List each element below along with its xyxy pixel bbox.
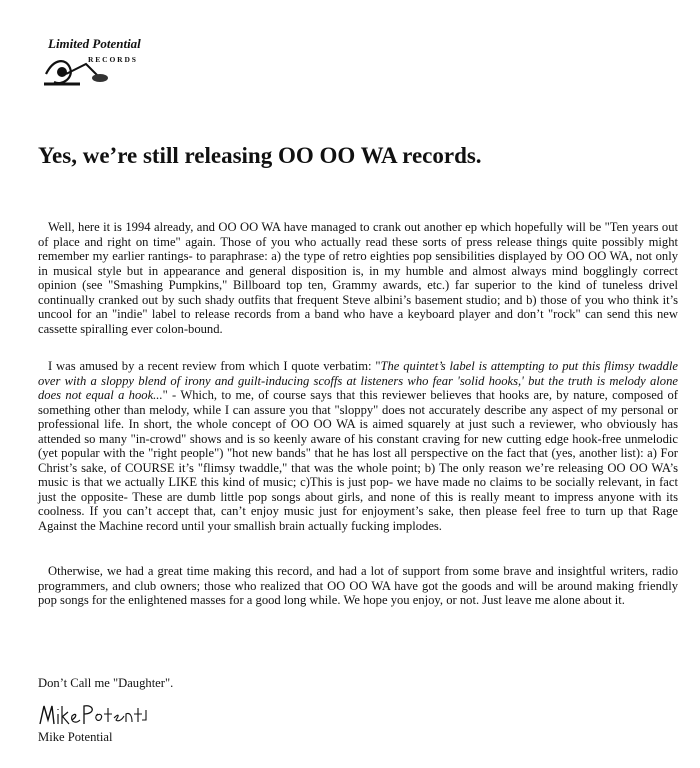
signer-name: Mike Potential <box>38 730 113 744</box>
review-quote: The quintet’s label is attempting to put this flimsy twaddle over with a sloppy blend of irony and guilt-inducing scoffs at listeners who fear 'solid hooks,' but the truth is melody alone does not equal a hook... <box>38 359 678 402</box>
handwritten-signature <box>38 702 148 728</box>
paragraph-2-rest: " - Which, to me, of course says that this reviewer believes that hooks are, by nature, composed of something other than melody, while I can assure you that "sloppy" does not accurately describe any aspect of my personal or professional life. In short, the whole concept of OO OO WA is aimed squarely at just such a reviewer, who obviously has attended so many "in-crowd" shows and is so keenly aware of his constant craving for new cutting edge hook-free unmelodic (yet popular with the "right people") "hot new bands" that he has lost all perspective on the fact that (yes, another list): a) For Christ’s sake, of COURSE it’s "flimsy twaddle," that was the whole point; b) The only reason we’re releasing OO OO WA’s music is that we actually LIKE this kind of music; c)This is just pop- we have made no claims to be socially relevant, in fact just the opposite- These are dumb little pop songs about girls, and none of this is really meant to impress anyone with its coolness. If you can’t accept that, can’t enjoy music just for enjoyment’s sake, then please feel free to turn up that Rage Against the Machine record until your smallish brain actually fucking implodes. <box>38 388 678 533</box>
logo-subtitle: R E C O R D S <box>88 55 136 64</box>
sign-off: Don’t Call me "Daughter". <box>38 676 174 690</box>
logo-title: Limited Potential <box>48 36 141 51</box>
paragraph-2-lead: I was amused by a recent review from which I quote verbatim: " <box>48 359 381 373</box>
body-paragraph-2 <box>38 359 678 533</box>
body-paragraph-3: Otherwise, we had a great time making this record, and had a lot of support from some brave and insightful writers, radio programmers, and club owners; those who realized that OO OO WA have got the goods and will be around making friendly pop songs for the enlightened masses for a good long while. We hope you enjoy, or not. Just leave me alone about it. <box>38 564 678 607</box>
press-release-headline: Yes, we’re still releasing OO OO WA records. <box>38 143 482 168</box>
body-paragraph-1: Well, here it is 1994 already, and OO OO WA have managed to crank out another ep which hopefully will be "Ten years out of place and right on time" again. Those of you who actually read these sorts of press release things quite possibly might remember my earlier rantings- to paraphrase: a) the type of retro eighties pop sensibilities displayed by OO OO WA, not only in musical style but in appearance and general disposition is, in my humble and almost always mind bogglingly correct opinion (see "Smashing Pumpkins," Billboard top ten, Grammy awards, etc.) far superior to the kind of tuneless drivel continually cranked out by such shady outfits that frequent Steve albini’s basement studio; and b) those of you who think it’s uncool for an "indie" label to release records from a band who have a keyboard player and don’t "rock" can send this new cassette spiralling ever colon-bound. <box>38 220 678 336</box>
label-logo <box>40 28 170 90</box>
